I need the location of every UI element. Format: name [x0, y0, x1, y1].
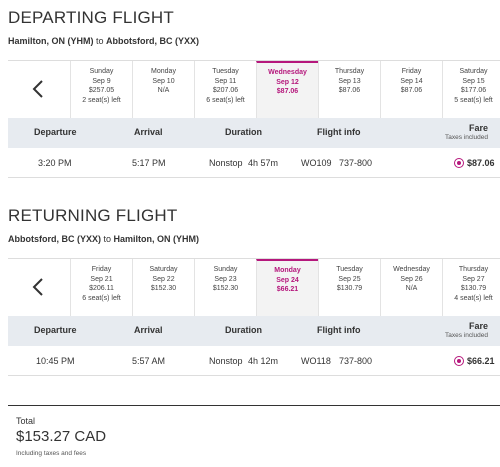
- date-option[interactable]: [194, 61, 256, 119]
- col-duration: Duration: [225, 325, 262, 335]
- day-date: Sep 15: [462, 77, 485, 85]
- day-seats: 5 seat(s) left: [454, 96, 493, 104]
- flight-number: WO109: [301, 158, 332, 168]
- returning-origin: Abbotsford, BC (YXX): [8, 234, 101, 244]
- day-price: N/A: [405, 285, 418, 292]
- flight-number: WO118: [301, 356, 331, 366]
- departing-origin: Hamilton, ON (YHM): [8, 36, 94, 46]
- departing-title: DEPARTING FLIGHT: [8, 8, 174, 27]
- day-date: Sep 21: [90, 275, 113, 283]
- stops: Nonstop: [209, 356, 243, 366]
- route-to: to: [103, 234, 112, 244]
- date-option[interactable]: [194, 259, 256, 317]
- fare-label: Fare: [468, 321, 488, 331]
- date-option[interactable]: [132, 259, 194, 317]
- arrive-time: 5:17 PM: [132, 158, 166, 168]
- date-option[interactable]: [318, 259, 380, 317]
- returning-table-header: [8, 316, 500, 346]
- date-option[interactable]: [442, 61, 500, 119]
- date-option[interactable]: [442, 259, 500, 317]
- fare-note: Taxes included: [445, 134, 488, 141]
- col-departure: Departure: [34, 325, 77, 335]
- total-value: $153.27 CAD: [16, 428, 107, 445]
- day-of-week: Wednesday: [268, 69, 307, 76]
- aircraft: 737-800: [339, 356, 373, 366]
- day-of-week: Friday: [401, 68, 422, 75]
- returning-title: RETURNING FLIGHT: [8, 206, 178, 225]
- day-price: $177.06: [460, 87, 487, 94]
- day-price: $87.06: [400, 87, 423, 94]
- day-of-week: Saturday: [149, 266, 178, 273]
- duration: 4h 57m: [248, 158, 279, 168]
- departing-section: [0, 0, 500, 185]
- departing-table-header: [8, 118, 500, 148]
- day-price: $257.05: [88, 87, 115, 94]
- day-price: $87.06: [338, 87, 361, 94]
- fare-note: Taxes included: [445, 332, 488, 339]
- fare-price: $66.21: [467, 356, 495, 366]
- chevron-left-icon: [32, 80, 44, 98]
- date-option[interactable]: [70, 61, 132, 119]
- fare-option[interactable]: [454, 158, 495, 168]
- col-arrival: Arrival: [134, 127, 163, 137]
- returning-flight-row[interactable]: [8, 346, 500, 376]
- day-date: Sep 11: [214, 77, 237, 85]
- col-duration: Duration: [225, 127, 262, 137]
- day-seats: 2 seat(s) left: [82, 96, 121, 104]
- col-arrival: Arrival: [134, 325, 163, 335]
- radio-selected-icon[interactable]: [454, 158, 464, 168]
- returning-date-strip: [8, 258, 500, 316]
- day-price: N/A: [157, 87, 170, 94]
- date-option[interactable]: [70, 259, 132, 317]
- day-of-week: Saturday: [459, 68, 488, 75]
- day-price: $130.79: [460, 285, 487, 292]
- departing-flight-row[interactable]: [8, 148, 500, 178]
- day-of-week: Friday: [91, 266, 112, 273]
- day-date: Sep 22: [152, 275, 175, 283]
- day-of-week: Sunday: [213, 266, 238, 273]
- day-date: Sep 12: [276, 78, 299, 86]
- aircraft: 737-800: [339, 158, 373, 168]
- returning-section: [0, 198, 500, 383]
- day-price: $206.11: [89, 285, 114, 292]
- prev-dates-button[interactable]: [22, 273, 52, 301]
- day-date: Sep 24: [276, 276, 299, 284]
- day-price: $207.06: [212, 87, 239, 94]
- day-price: $152.30: [150, 285, 177, 292]
- day-of-week: Wednesday: [393, 266, 430, 273]
- day-date: Sep 13: [338, 77, 361, 85]
- day-of-week: Tuesday: [212, 68, 239, 75]
- col-fare: [445, 321, 488, 339]
- day-price: $87.06: [276, 88, 299, 95]
- departing-destination: Abbotsford, BC (YXX): [106, 36, 200, 46]
- day-date: Sep 27: [462, 275, 485, 283]
- date-option-selected[interactable]: [256, 61, 318, 119]
- date-option[interactable]: [380, 61, 442, 119]
- day-of-week: Monday: [274, 267, 301, 274]
- prev-dates-button[interactable]: [22, 75, 52, 103]
- day-date: Sep 23: [214, 275, 237, 283]
- fare-label: Fare: [468, 123, 488, 133]
- col-flight-info: Flight info: [317, 127, 361, 137]
- day-of-week: Sunday: [89, 68, 114, 75]
- total-label: Total: [16, 416, 36, 426]
- day-price: $152.30: [212, 285, 239, 292]
- fare-option[interactable]: [454, 356, 495, 366]
- day-date: Sep 14: [400, 77, 423, 85]
- day-price: $66.21: [276, 286, 299, 293]
- day-date: Sep 9: [92, 77, 111, 85]
- departing-route: [8, 36, 199, 46]
- depart-time: 10:45 PM: [36, 356, 75, 366]
- departing-date-strip: [8, 60, 500, 118]
- depart-time: 3:20 PM: [38, 158, 72, 168]
- date-option[interactable]: [318, 61, 380, 119]
- day-date: Sep 26: [400, 275, 423, 283]
- day-date: Sep 25: [338, 275, 361, 283]
- day-seats: 4 seat(s) left: [454, 294, 493, 302]
- day-of-week: Thursday: [334, 68, 365, 75]
- returning-route: [8, 234, 199, 244]
- day-seats: 6 seat(s) left: [82, 294, 121, 302]
- col-fare: [445, 123, 488, 141]
- chevron-left-icon: [32, 278, 44, 296]
- returning-destination: Hamilton, ON (YHM): [113, 234, 200, 244]
- col-departure: Departure: [34, 127, 77, 137]
- day-seats: 6 seat(s) left: [206, 96, 245, 104]
- stops: Nonstop: [209, 158, 243, 168]
- day-date: Sep 10: [152, 77, 175, 85]
- col-flight-info: Flight info: [317, 325, 361, 335]
- radio-selected-icon[interactable]: [454, 356, 464, 366]
- total-note: Including taxes and fees: [16, 450, 87, 457]
- day-price: $130.79: [336, 285, 363, 292]
- duration: 4h 12m: [248, 356, 279, 366]
- date-option[interactable]: [132, 61, 194, 119]
- day-of-week: Monday: [151, 68, 176, 75]
- date-option[interactable]: [380, 259, 442, 317]
- date-option-selected[interactable]: [256, 259, 318, 317]
- day-of-week: Thursday: [458, 266, 489, 273]
- route-to: to: [96, 36, 104, 46]
- day-of-week: Tuesday: [336, 266, 363, 273]
- total-summary: [8, 405, 500, 457]
- fare-price: $87.06: [467, 158, 495, 168]
- arrive-time: 5:57 AM: [132, 356, 166, 366]
